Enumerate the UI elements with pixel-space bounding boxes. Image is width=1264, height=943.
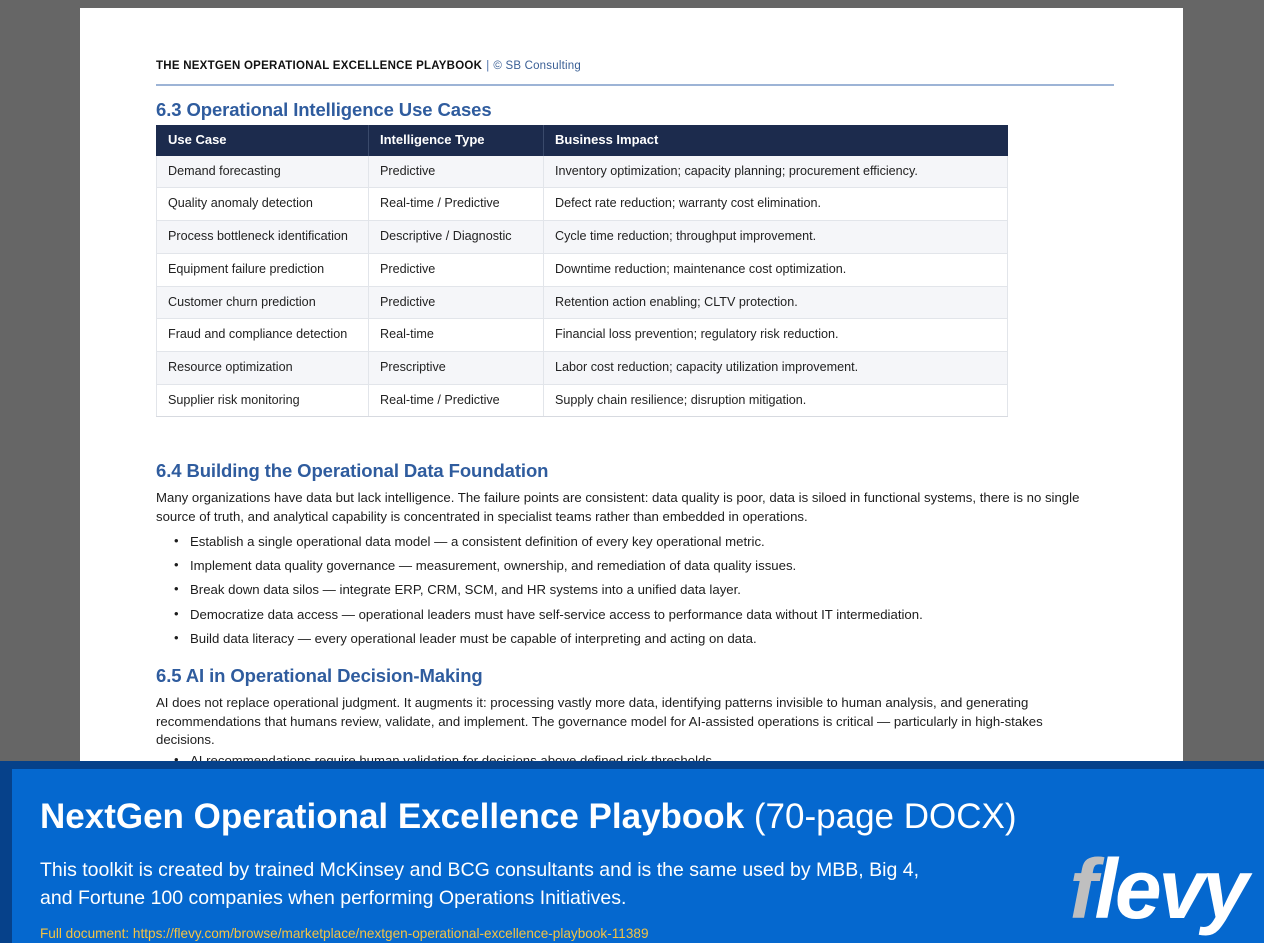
cell-business-impact: Inventory optimization; capacity planning; procurement efficiency. xyxy=(544,156,1008,188)
cell-intelligence-type: Predictive xyxy=(369,286,544,319)
list-item: • Establish a single operational data model — a consistent definition of every key operational metric. xyxy=(172,535,1124,548)
list-item: • Build data literacy — every operational leader must be capable of interpreting and acting on data. xyxy=(172,632,1124,645)
column-header-use-case: Use Case xyxy=(157,125,369,156)
promo-banner xyxy=(0,761,1264,943)
cell-use-case: Quality anomaly detection xyxy=(157,188,369,221)
column-header-business-impact: Business Impact xyxy=(544,125,1008,156)
cell-business-impact: Labor cost reduction; capacity utilization improvement. xyxy=(544,352,1008,385)
cell-intelligence-type: Prescriptive xyxy=(369,352,544,385)
document-header-line xyxy=(156,60,1106,72)
list-item: • Implement data quality governance — measurement, ownership, and remediation of data quality issues. xyxy=(172,559,1124,572)
promo-title-main: NextGen Operational Excellence Playbook xyxy=(40,797,745,836)
document-title: THE NEXTGEN OPERATIONAL EXCELLENCE PLAYBOOK xyxy=(156,60,483,72)
promo-subtitle: This toolkit is created by trained McKinsey and BCG consultants and is the same used by MBB, Big 4, and Fortune 100 companies when performing Operations Initiatives. xyxy=(40,859,920,909)
cell-business-impact: Defect rate reduction; warranty cost elimination. xyxy=(544,188,1008,221)
promo-banner-inner xyxy=(12,769,1264,943)
flevy-logo[interactable] xyxy=(1069,842,1246,936)
cell-use-case: Supplier risk monitoring xyxy=(157,384,369,417)
header-divider xyxy=(156,84,1114,86)
promo-title-format: (70-page DOCX) xyxy=(753,797,1017,836)
table-row xyxy=(157,253,1008,286)
cell-business-impact: Supply chain resilience; disruption mitigation. xyxy=(544,384,1008,417)
header-separator: | xyxy=(486,60,490,72)
table-row xyxy=(157,156,1008,188)
cell-use-case: Resource optimization xyxy=(157,352,369,385)
section-bullets-6-4 xyxy=(172,535,1124,656)
table-row xyxy=(157,384,1008,417)
cell-use-case: Equipment failure prediction xyxy=(157,253,369,286)
cell-intelligence-type: Real-time xyxy=(369,319,544,352)
section-paragraph-6-5: AI does not replace operational judgment. It augments it: processing vastly more data, identifying patterns invisible to human analysis, and generating recommendations that humans review, validate, and implement. The governance model for AI-assisted operations is critical — particularly in high-stakes decisions. xyxy=(156,695,1043,748)
section-heading-6-5: 6.5 AI in Operational Decision-Making xyxy=(156,665,483,686)
cell-business-impact: Cycle time reduction; throughput improvement. xyxy=(544,221,1008,254)
cell-business-impact: Downtime reduction; maintenance cost optimization. xyxy=(544,253,1008,286)
cell-intelligence-type: Real-time / Predictive xyxy=(369,384,544,417)
promo-document-link[interactable]: Full document: https://flevy.com/browse/marketplace/nextgen-operational-excellence-playbook-11389 xyxy=(40,926,649,941)
cell-business-impact: Financial loss prevention; regulatory risk reduction. xyxy=(544,319,1008,352)
table-row xyxy=(157,286,1008,319)
column-header-intelligence-type: Intelligence Type xyxy=(369,125,544,156)
cell-intelligence-type: Predictive xyxy=(369,253,544,286)
document-credit: © SB Consulting xyxy=(493,60,581,72)
flevy-logo-text: levy xyxy=(1094,842,1246,936)
promo-title xyxy=(40,797,1017,837)
table-row xyxy=(157,352,1008,385)
document-header xyxy=(156,60,1106,72)
section-paragraph-6-4: Many organizations have data but lack intelligence. The failure points are consistent: data quality is poor, data is siloed in functional systems, there is no single source of truth, and analytical capability is concentrated in specialist teams rather than embedded in operations. xyxy=(156,490,1080,524)
cell-business-impact: Retention action enabling; CLTV protection. xyxy=(544,286,1008,319)
table-row xyxy=(157,319,1008,352)
cell-intelligence-type: Predictive xyxy=(369,156,544,188)
cell-intelligence-type: Descriptive / Diagnostic xyxy=(369,221,544,254)
section-heading-6-4: 6.4 Building the Operational Data Foundation xyxy=(156,460,549,481)
operational-intelligence-use-cases-table xyxy=(156,125,1008,417)
table-header-row xyxy=(157,125,1008,156)
flevy-logo-f: f xyxy=(1069,842,1095,936)
cell-use-case: Demand forecasting xyxy=(157,156,369,188)
section-heading-6-3: 6.3 Operational Intelligence Use Cases xyxy=(156,99,492,120)
table-row xyxy=(157,188,1008,221)
cell-use-case: Customer churn prediction xyxy=(157,286,369,319)
cell-use-case: Fraud and compliance detection xyxy=(157,319,369,352)
cell-use-case: Process bottleneck identification xyxy=(157,221,369,254)
list-item: • Break down data silos — integrate ERP, CRM, SCM, and HR systems into a unified data layer. xyxy=(172,583,1124,596)
list-item: • Democratize data access — operational leaders must have self-service access to performance data without IT intermediation. xyxy=(172,608,1124,621)
table-row xyxy=(157,221,1008,254)
cell-intelligence-type: Real-time / Predictive xyxy=(369,188,544,221)
